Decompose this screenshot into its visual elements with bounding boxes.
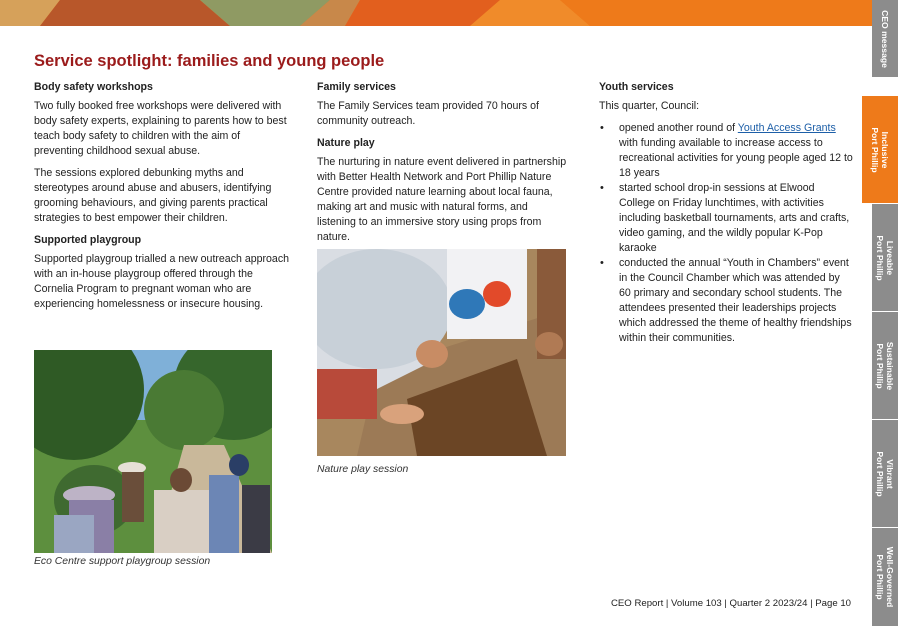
bullet-grants-text-post: with funding available to increase access to recreational activities for young people aged 12 to 18 years xyxy=(619,137,853,179)
nature-play-paragraph: The nurturing in nature event delivered in partnership with Better Health Network and Port Phillip Nature Centre provided nature learning about local fauna, making art and music with natural forms, and listening to an immersive story using props from nature. xyxy=(317,156,567,243)
section-tabs xyxy=(872,0,898,627)
youth-access-grants-link[interactable]: Youth Access Grants xyxy=(737,122,836,134)
tab-ceo-message-label: CEO message xyxy=(880,9,890,68)
tab-well-governed-port-phillip[interactable] xyxy=(872,528,898,627)
tab-liveable-port-phillip[interactable] xyxy=(872,204,898,312)
tab-vibrant-port-phillip[interactable] xyxy=(872,420,898,528)
page-title: Service spotlight: families and young people xyxy=(34,52,385,70)
body-safety-paragraph-2: The sessions explored debunking myths and stereotypes around abuse and abusers, identifying grooming behaviours, and giving parents practical strategies to best empower their children. xyxy=(34,167,272,224)
playgroup-paragraph: Supported playgroup trialled a new outreach approach with an in-house playgroup offered through the Cornelia Program to pregnant woman who are experiencing homelessness or insecure housing. xyxy=(34,253,290,310)
heading-body-safety: Body safety workshops xyxy=(34,81,153,93)
nature-play-photo-caption: Nature play session xyxy=(317,464,409,475)
playgroup-photo xyxy=(34,350,272,553)
youth-intro: This quarter, Council: xyxy=(599,100,700,112)
youth-bullet-grants xyxy=(599,121,853,181)
tab-vibrant-label: Vibrant Port Phillip xyxy=(875,450,895,497)
family-services-paragraph: The Family Services team provided 70 hours of community outreach. xyxy=(317,100,539,127)
tab-sustainable-label: Sustainable Port Phillip xyxy=(875,341,895,390)
heading-family-services: Family services xyxy=(317,81,396,93)
bullet-grants-text-pre: opened another round of xyxy=(619,122,738,134)
youth-bullet-drop-in: • started school drop-in sessions at Elwood College on Friday lunchtimes, with activities including basketball tournaments, arts and crafts, video gaming, and the wildly popular K-Pop karaoke xyxy=(599,181,853,256)
tab-liveable-label: Liveable Port Phillip xyxy=(875,234,895,281)
tab-sustainable-port-phillip[interactable] xyxy=(872,312,898,420)
youth-bullet-list xyxy=(599,121,853,346)
heading-supported-playgroup: Supported playgroup xyxy=(34,234,142,246)
tab-inclusive-port-phillip[interactable] xyxy=(862,96,898,204)
heading-nature-play: Nature play xyxy=(317,137,375,149)
playgroup-photo-caption: Eco Centre support playgroup session xyxy=(34,556,211,567)
column-right xyxy=(599,80,853,346)
nature-play-photo xyxy=(317,249,566,456)
header-banner xyxy=(0,0,872,26)
column-middle xyxy=(317,80,569,252)
banner-pattern xyxy=(0,0,872,26)
tab-inclusive-label: Inclusive Port Phillip xyxy=(870,126,890,173)
tab-ceo-message[interactable] xyxy=(872,0,898,78)
youth-bullet-chambers: • conducted the annual “Youth in Chambers” event in the Council Chamber which was attended by 60 primary and secondary school students. The attendees presented their leaderships projects which addressed the theme of healthy friendships within their communities. xyxy=(599,256,853,346)
column-left xyxy=(34,80,290,319)
page-footer: CEO Report | Volume 103 | Quarter 2 2023/24 | Page 10 xyxy=(610,598,851,609)
heading-youth-services: Youth services xyxy=(599,81,674,93)
body-safety-paragraph-1: Two fully booked free workshops were delivered with body safety experts, explaining to parents how to best teach body safety to children with the aim of preventing childhood sexual abuse. xyxy=(34,100,287,157)
tab-well-governed-label: Well-Governed Port Phillip xyxy=(875,546,895,608)
